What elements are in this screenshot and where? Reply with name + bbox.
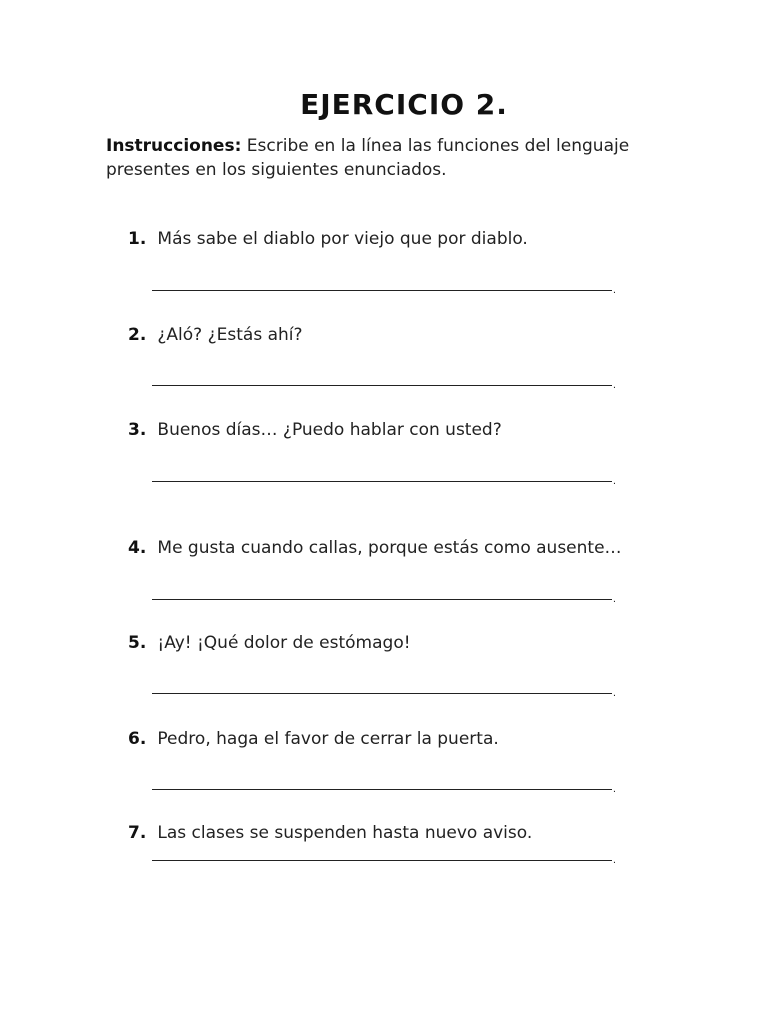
item-text: Las clases se suspenden hasta nuevo aviso. bbox=[157, 823, 533, 843]
exercise-item-4 bbox=[128, 537, 628, 559]
page-title: EJERCICIO 2. bbox=[300, 88, 508, 121]
answer-line-3[interactable] bbox=[152, 481, 612, 482]
exercise-item-5 bbox=[128, 632, 628, 654]
exercise-item-3 bbox=[128, 419, 628, 441]
answer-line-2[interactable] bbox=[152, 385, 612, 386]
item-number: 5. bbox=[128, 633, 147, 653]
item-number: 1. bbox=[128, 229, 147, 249]
instructions bbox=[106, 134, 646, 182]
item-text: ¡Ay! ¡Qué dolor de estómago! bbox=[157, 633, 411, 653]
item-number: 2. bbox=[128, 325, 147, 345]
exercise-item-1 bbox=[128, 228, 628, 250]
instructions-label: Instrucciones: bbox=[106, 136, 242, 156]
item-text: Me gusta cuando callas, porque estás como ausente… bbox=[157, 538, 622, 558]
answer-line-4[interactable] bbox=[152, 599, 612, 600]
instructions-text: Escribe en la línea las funciones del lenguaje presentes en los siguientes enunciados. bbox=[106, 136, 630, 180]
answer-line-1[interactable] bbox=[152, 290, 612, 291]
item-text: Más sabe el diablo por viejo que por diablo. bbox=[157, 229, 528, 249]
item-number: 6. bbox=[128, 729, 147, 749]
item-text: ¿Aló? ¿Estás ahí? bbox=[157, 325, 303, 345]
item-number: 4. bbox=[128, 538, 147, 558]
exercise-item-2 bbox=[128, 324, 628, 346]
answer-line-6[interactable] bbox=[152, 789, 612, 790]
exercise-item-6 bbox=[128, 728, 628, 750]
item-text: Buenos días… ¿Puedo hablar con usted? bbox=[157, 420, 502, 440]
exercise-item-7 bbox=[128, 822, 628, 844]
item-text: Pedro, haga el favor de cerrar la puerta. bbox=[157, 729, 499, 749]
answer-line-7[interactable] bbox=[152, 860, 612, 861]
answer-line-5[interactable] bbox=[152, 693, 612, 694]
item-number: 3. bbox=[128, 420, 147, 440]
item-number: 7. bbox=[128, 823, 147, 843]
